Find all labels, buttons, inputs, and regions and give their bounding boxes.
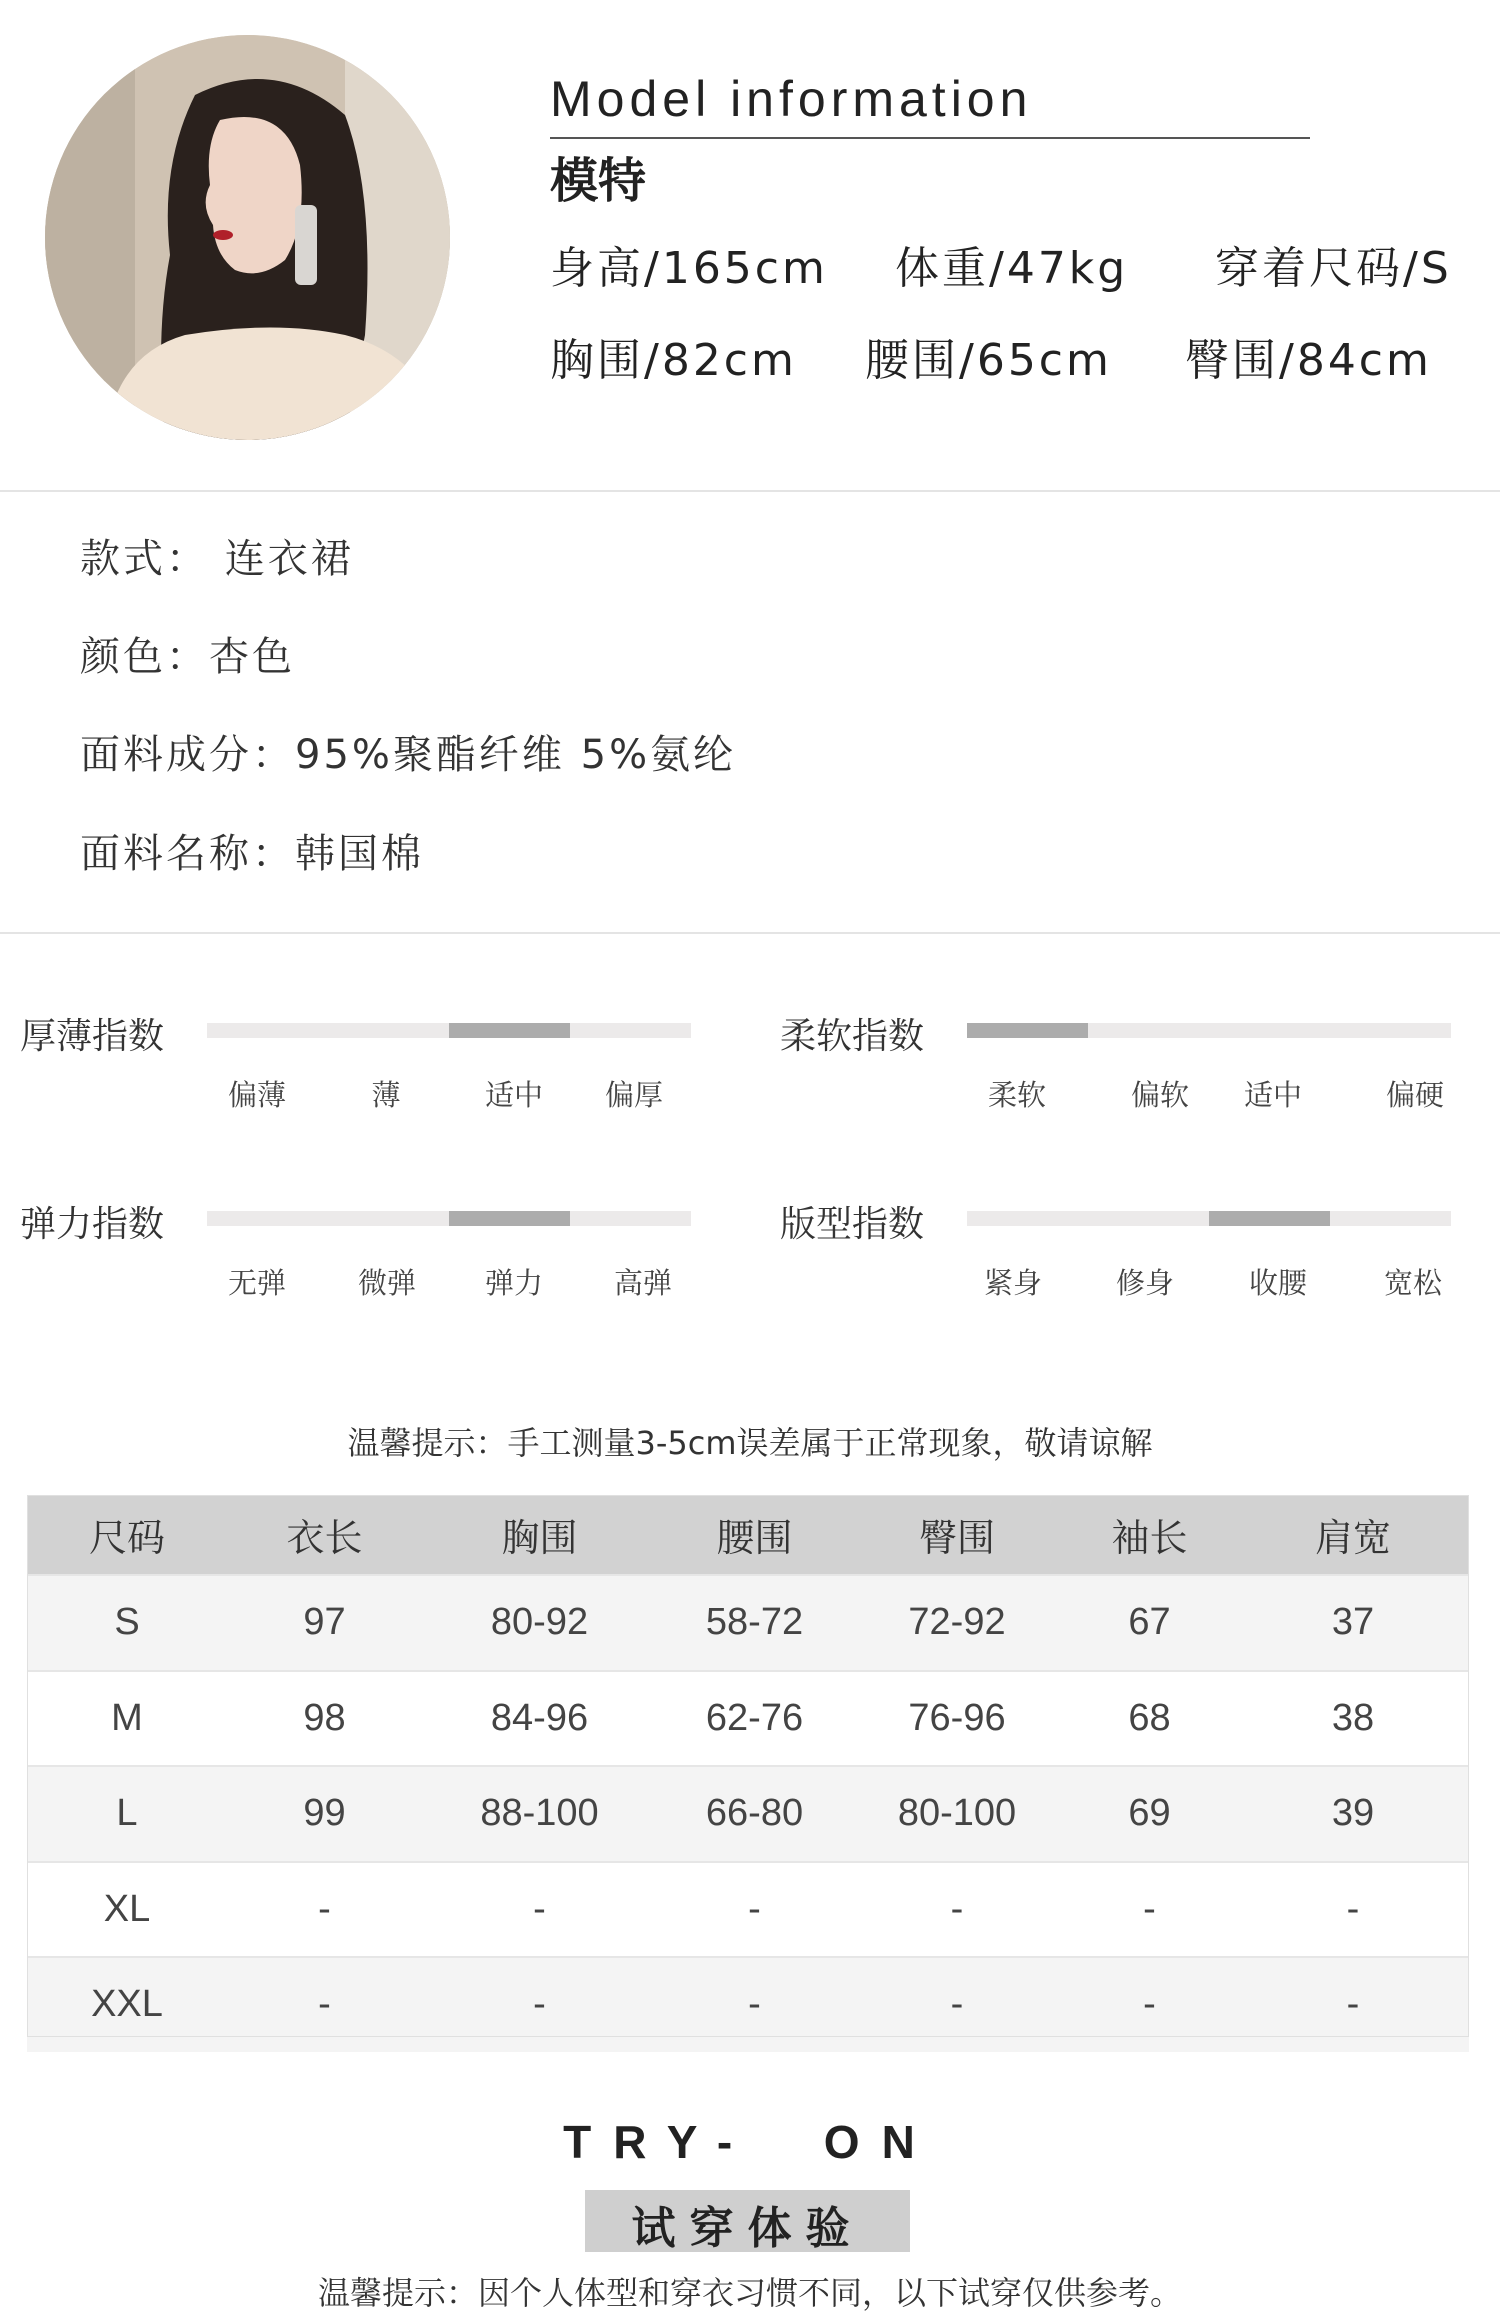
fit-option: 收腰 [1248, 1266, 1308, 1300]
table-cell: - [657, 1957, 852, 2052]
header-waist: 腰围 [657, 1495, 852, 1575]
fit-option: 修身 [1115, 1266, 1175, 1300]
table-cell: 84-96 [422, 1671, 657, 1767]
table-cell: L [27, 1766, 227, 1862]
table-row [27, 1575, 1469, 1671]
model-photo [45, 35, 450, 440]
table-cell: 98 [227, 1671, 422, 1767]
fit-option: 紧身 [983, 1266, 1043, 1300]
softness-index-label: 柔软指数 [780, 1016, 925, 1057]
table-cell: 37 [1237, 1575, 1469, 1671]
elasticity-index-track [207, 1211, 691, 1226]
tryon-tip: 温馨提示：因个人体型和穿衣习惯不同，以下试穿仅供参考。 [317, 2274, 1182, 2312]
fit-index-label: 版型指数 [780, 1204, 925, 1245]
table-cell: - [852, 1862, 1062, 1958]
table-cell: - [1237, 1862, 1469, 1958]
softness-option: 适中 [1243, 1078, 1303, 1112]
size-table [27, 1495, 1469, 2052]
thickness-option: 薄 [371, 1078, 401, 1112]
model-weight: 体重/47kg [895, 243, 1129, 294]
model-bust: 胸围/82cm [550, 335, 797, 386]
model-hip: 臀围/84cm [1185, 335, 1432, 386]
table-cell: - [657, 1862, 852, 1958]
table-row [27, 1671, 1469, 1767]
elasticity-option: 弹力 [484, 1266, 544, 1300]
tryon-title-en: TRY- ON [563, 2116, 937, 2168]
elasticity-index-fill [449, 1211, 570, 1226]
table-row [27, 1957, 1469, 2052]
table-cell: M [27, 1671, 227, 1767]
thickness-index-fill [449, 1023, 570, 1038]
header-length: 衣长 [227, 1495, 422, 1575]
divider [0, 932, 1500, 934]
info-fabric-name: 面料名称：韩国棉 [80, 831, 424, 877]
info-composition: 面料成分：95%聚酯纤维 5%氨纶 [80, 732, 737, 778]
model-title-en: Model information [550, 71, 1033, 127]
table-cell: 62-76 [657, 1671, 852, 1767]
table-cell: - [1062, 1957, 1237, 2052]
table-cell: - [227, 1862, 422, 1958]
header-shoulder: 肩宽 [1237, 1495, 1469, 1575]
table-cell: 66-80 [657, 1766, 852, 1862]
table-cell: 76-96 [852, 1671, 1062, 1767]
table-cell: 38 [1237, 1671, 1469, 1767]
thickness-index-label: 厚薄指数 [20, 1016, 165, 1057]
thickness-option: 偏薄 [227, 1078, 287, 1112]
fit-option: 宽松 [1383, 1266, 1443, 1300]
table-cell: S [27, 1575, 227, 1671]
table-cell: XL [27, 1862, 227, 1958]
table-header-row [27, 1495, 1469, 1575]
model-title-cn: 模特 [550, 153, 647, 209]
fit-index-track [967, 1211, 1451, 1226]
header-size: 尺码 [27, 1495, 227, 1575]
header-sleeve: 袖长 [1062, 1495, 1237, 1575]
table-cell: XXL [27, 1957, 227, 2052]
thickness-index-track [207, 1023, 691, 1038]
table-cell: 88-100 [422, 1766, 657, 1862]
model-height: 身高/165cm [550, 243, 828, 294]
measurement-tip: 温馨提示：手工测量3-5cm误差属于正常现象，敬请谅解 [347, 1424, 1153, 1462]
table-cell: 58-72 [657, 1575, 852, 1671]
table-row [27, 1766, 1469, 1862]
table-cell: - [852, 1957, 1062, 2052]
header-hip: 臀围 [852, 1495, 1062, 1575]
title-underline [550, 137, 1310, 139]
thickness-option: 偏厚 [604, 1078, 664, 1112]
table-cell: 39 [1237, 1766, 1469, 1862]
fit-index-fill [1209, 1211, 1330, 1226]
divider [0, 490, 1500, 492]
table-cell: 97 [227, 1575, 422, 1671]
header-bust: 胸围 [422, 1495, 657, 1575]
table-cell: - [1237, 1957, 1469, 2052]
info-color: 颜色：杏色 [80, 634, 295, 680]
thickness-option: 适中 [484, 1078, 544, 1112]
softness-option: 偏硬 [1385, 1078, 1445, 1112]
elasticity-option: 高弹 [613, 1266, 673, 1300]
table-cell: - [422, 1862, 657, 1958]
table-cell: - [1062, 1862, 1237, 1958]
softness-option: 柔软 [987, 1078, 1047, 1112]
table-cell: - [422, 1957, 657, 2052]
elasticity-option: 无弹 [227, 1266, 287, 1300]
table-cell: - [227, 1957, 422, 2052]
softness-index-fill [967, 1023, 1088, 1038]
table-row [27, 1862, 1469, 1958]
elasticity-index-label: 弹力指数 [20, 1204, 165, 1245]
elasticity-option: 微弹 [357, 1266, 417, 1300]
softness-option: 偏软 [1130, 1078, 1190, 1112]
tryon-title-cn: 试穿体验 [631, 2203, 864, 2254]
table-cell: 67 [1062, 1575, 1237, 1671]
model-size: 穿着尺码/S [1215, 243, 1452, 294]
table-cell: 80-92 [422, 1575, 657, 1671]
table-cell: 68 [1062, 1671, 1237, 1767]
table-cell: 72-92 [852, 1575, 1062, 1671]
model-waist: 腰围/65cm [865, 335, 1112, 386]
table-cell: 99 [227, 1766, 422, 1862]
softness-index-track [967, 1023, 1451, 1038]
table-cell: 69 [1062, 1766, 1237, 1862]
table-cell: 80-100 [852, 1766, 1062, 1862]
info-style: 款式： 连衣裙 [80, 536, 354, 582]
